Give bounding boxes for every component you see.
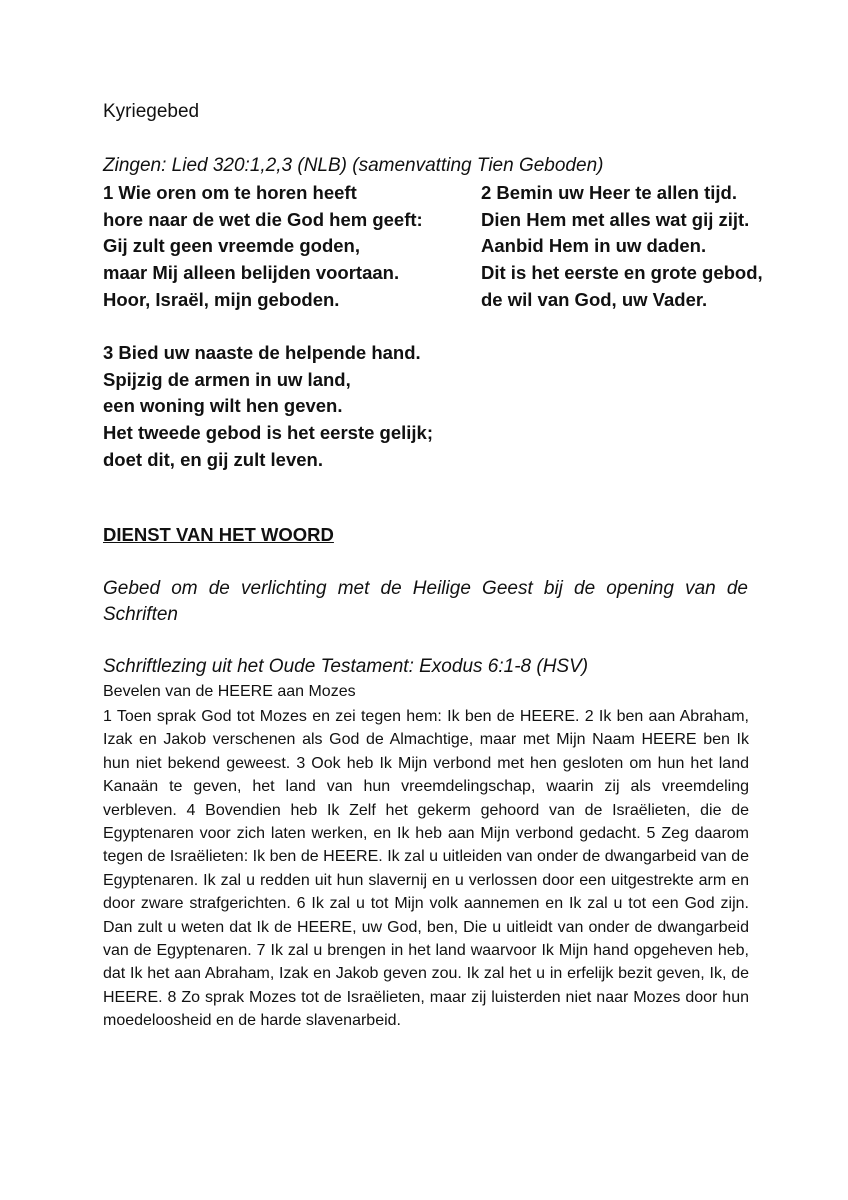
verse-3	[103, 340, 433, 474]
verse-line: Spijzig de armen in uw land,	[103, 368, 351, 390]
reading-subtitle: Bevelen van de HEERE aan Mozes	[103, 683, 356, 700]
verse-line: Hoor, Israël, mijn geboden.	[103, 288, 340, 310]
verse-line: Dien Hem met alles wat gij zijt.	[481, 208, 750, 230]
song-title: Zingen: Lied 320:1,2,3 (NLB) (samenvatting Tien Geboden)	[103, 155, 604, 176]
verse-line: Aanbid Hem in uw daden.	[481, 235, 707, 257]
kyrie-heading: Kyriegebed	[103, 101, 200, 122]
reading-title: Schriftlezing uit het Oude Testament: Exodus 6:1-8 (HSV)	[103, 656, 589, 677]
verse-line: Het tweede gebod is het eerste gelijk;	[103, 422, 434, 444]
verse-line: de wil van God, uw Vader.	[481, 288, 708, 310]
verse-line: Gij zult geen vreemde goden,	[103, 235, 360, 257]
verse-line: doet dit, en gij zult leven.	[103, 448, 323, 470]
verse-line: 2 Bemin uw Heer te allen tijd.	[481, 182, 737, 203]
verse-line: 1 Wie oren om te horen heeft	[103, 182, 357, 203]
section-heading: DIENST VAN HET WOORD	[103, 524, 334, 545]
scripture-passage: 1 Toen sprak God tot Mozes en zei tegen hem: Ik ben de HEERE. 2 Ik ben aan Abraham, Izak en Jakob verschenen als God de Almachtige, maar met Mijn Naam HEERE ben Ik hun niet bekend geweest. 3 Ook heb Ik Mijn verbond met hen gesloten om hun het land Kanaän te geven, het land van hun vreemdelingschap, waarin zij als vreemdeling verbleven. 4 Bovendien heb Ik Zelf het gekerm gehoord van de Israëlieten, die de Egyptenaren voor zich laten werken, en Ik heb aan Mijn verbond gedacht. 5 Zeg daarom tegen de Israëlieten: Ik ben de HEERE. Ik zal u uitleiden van onder de dwangarbeid van de Egyptenaren. Ik zal u redden uit hun slavernij en u verlossen door een uitgestrekte arm en door zware strafgerichten. 6 Ik zal u tot Mijn volk aannemen en Ik zal u tot een God zijn. Dan zult u weten dat Ik de HEERE, uw God, ben, Die u uitleidt van onder de dwangarbeid van de Egyptenaren. 7 Ik zal u brengen in het land waarvoor Ik Mijn hand opgeheven heb, dat Ik het aan Abraham, Izak en Jakob geven zou. Ik zal het u in erfelijk bezit geven, Ik, de HEERE. 8 Zo sprak Mozes tot de Israëlieten, maar zij luisterden niet naar Mozes door hun moedeloosheid en de harde slavenarbeid.	[103, 708, 749, 1030]
verse-line: hore naar de wet die God hem geeft:	[103, 208, 423, 230]
verse-line: maar Mij alleen belijden voortaan.	[103, 262, 400, 284]
verse-line: een woning wilt hen geven.	[103, 395, 343, 417]
prayer-heading	[103, 576, 748, 627]
verse-2	[481, 180, 763, 314]
verse-line: 3 Bied uw naaste de helpende hand.	[103, 342, 421, 363]
verse-line: Dit is het eerste en grote gebod,	[481, 262, 763, 284]
verse-1	[103, 180, 423, 314]
prayer-line-1: Gebed om de verlichting met de Heilige Geest bij de opening van de	[103, 578, 748, 599]
prayer-line-2: Schriften	[103, 603, 178, 625]
